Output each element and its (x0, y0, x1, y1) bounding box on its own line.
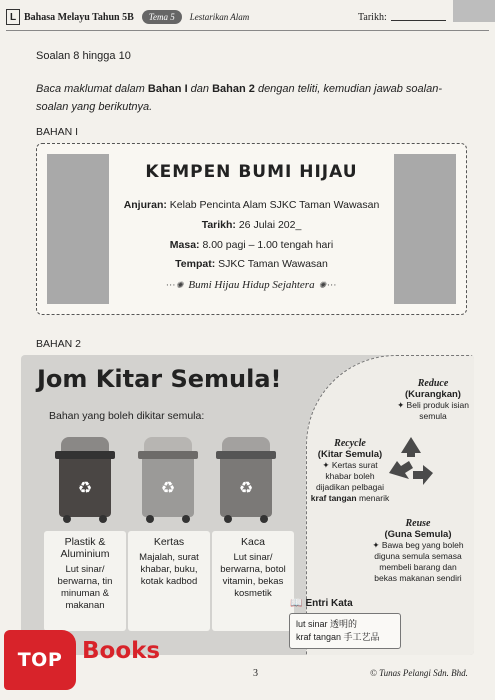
bahan1-label: BAHAN I (36, 126, 79, 138)
material-name: Plastik & Aluminium (60, 536, 110, 560)
bin-wheel (99, 515, 107, 523)
poster-slogan (37, 279, 466, 291)
infographic-title: Jom Kitar Semula! (37, 365, 282, 393)
recycle-desc: ✦ Kertas surat khabar boleh dijadikan pelbagai kraf tangan menarik (310, 460, 390, 503)
question-range: Soalan 8 hingga 10 (36, 50, 131, 62)
bin-wheel (63, 515, 71, 523)
entri-line: kraf tangan 手工艺品 (296, 632, 380, 642)
bin-wheel (182, 515, 190, 523)
anjuran-value: Kelab Pencinta Alam SJKC Taman Wawasan (169, 199, 380, 211)
recycle-desc-text: Kertas surat khabar boleh dijadikan pelbagai (315, 460, 385, 492)
tema-badge: Tema 5 (142, 10, 182, 24)
material-card-glass (212, 531, 294, 631)
tempat-value: SJKC Taman Wawasan (218, 258, 328, 270)
reduce-desc: ✦ Beli produk isian semula (397, 400, 469, 421)
masa-key: Masa: (169, 239, 200, 251)
recycle-desc-bold: kraf tangan (310, 493, 357, 503)
reduce-title: Reduce (417, 378, 449, 389)
watermark-logo: TOP (4, 630, 76, 690)
instruction-part: dan (187, 83, 213, 95)
material-name: Kertas (153, 536, 185, 548)
entri-kata-heading (290, 598, 353, 609)
tarikh-key: Tarikh: (201, 219, 236, 231)
tempat-key: Tempat: (175, 258, 216, 270)
page-number: 3 (253, 668, 258, 679)
bin-wheel (146, 515, 154, 523)
recycle-sub: (Kitar Semula) (317, 449, 383, 460)
recycle-title: Recycle (334, 438, 366, 449)
instruction-bahan2: Bahan 2 (212, 83, 255, 95)
tarikh-value: 26 Julai 202_ (238, 219, 302, 231)
recycle-symbol-icon: ♻ (142, 459, 194, 517)
reduce-sub: (Kurangkan) (405, 389, 461, 400)
tema-title: Lestarikan Alam (189, 12, 250, 22)
recycle-arrows-icon (383, 433, 439, 489)
reuse-block (368, 518, 468, 584)
recycle-bin-paper (138, 437, 198, 521)
bin-wheel (224, 515, 232, 523)
copyright: © Tunas Pelangi Sdn. Bhd. (370, 668, 468, 678)
header-divider (6, 30, 489, 31)
page-header (6, 6, 489, 28)
poster-anjuran (37, 199, 466, 211)
slogan-ornament-icon: ✺··· (318, 279, 337, 290)
material-desc: Majalah, surat khabar, buku, kotak kadbod (139, 552, 199, 587)
book-icon: 📖 (290, 598, 303, 609)
instruction-text (36, 80, 466, 116)
bin-wheel (260, 515, 268, 523)
entri-kata-title: Entri Kata (305, 598, 353, 609)
material-desc: Lut sinar/ berwarna, botol vitamin, bekas kosmetik (220, 552, 286, 599)
slogan-ornament-icon: ···✺ (166, 279, 185, 290)
material-card-plastic (44, 531, 126, 631)
bin-lid (55, 451, 115, 459)
reduce-desc-text: Beli produk isian semula (406, 400, 469, 421)
recycle-bin-glass (216, 437, 276, 521)
instruction-part: dengan teliti, kemudian jawab soalan-soalan yang berikutnya. (36, 83, 443, 113)
bin-lid (216, 451, 276, 459)
reduce-block (393, 378, 473, 422)
entri-kata-box (289, 613, 401, 649)
reuse-desc: ✦ Bawa beg yang boleh diguna semula semasa membeli barang dan bekas makanan sendiri (372, 540, 464, 583)
slogan-text: Bumi Hijau Hidup Sejahtera (188, 279, 315, 291)
bahan2-label: BAHAN 2 (36, 338, 81, 350)
recycle-symbol-icon: ♻ (220, 459, 272, 517)
campaign-poster (36, 143, 467, 315)
infographic-subtitle: Bahan yang boleh dikitar semula: (49, 410, 205, 422)
corner-tab (453, 0, 495, 22)
date-label: Tarikh: (358, 11, 387, 23)
book-title: Bahasa Melayu Tahun 5B (24, 11, 134, 23)
instruction-bahan1: Bahan I (147, 83, 188, 95)
material-card-paper (128, 531, 210, 631)
recycle-block (310, 438, 390, 504)
anjuran-key: Anjuran: (123, 199, 167, 211)
poster-title: KEMPEN BUMI HIJAU (145, 162, 358, 182)
instruction-part: Baca maklumat dalam (36, 83, 148, 95)
recycle-bin-plastic (55, 437, 115, 521)
material-name: Kaca (241, 536, 265, 548)
masa-value: 8.00 pagi – 1.00 tengah hari (202, 239, 334, 251)
poster-masa (37, 239, 466, 251)
recycle-desc-text: menarik (356, 493, 390, 503)
material-desc: Lut sinar/ berwarna, tin minuman & makanan (57, 564, 113, 611)
poster-tempat (37, 258, 466, 270)
poster-tarikh (37, 219, 466, 231)
reuse-sub: (Guna Semula) (384, 529, 452, 540)
reuse-title: Reuse (405, 518, 431, 529)
bin-lid (138, 451, 198, 459)
book-logo: L (6, 9, 20, 25)
entri-line: lut sinar 透明的 (296, 619, 358, 629)
watermark-text: Books (82, 638, 161, 664)
reuse-desc-text: Bawa beg yang boleh diguna semula semasa membeli barang dan bekas makanan sendiri (374, 540, 464, 583)
date-line (391, 20, 446, 21)
recycle-symbol-icon: ♻ (59, 459, 111, 517)
